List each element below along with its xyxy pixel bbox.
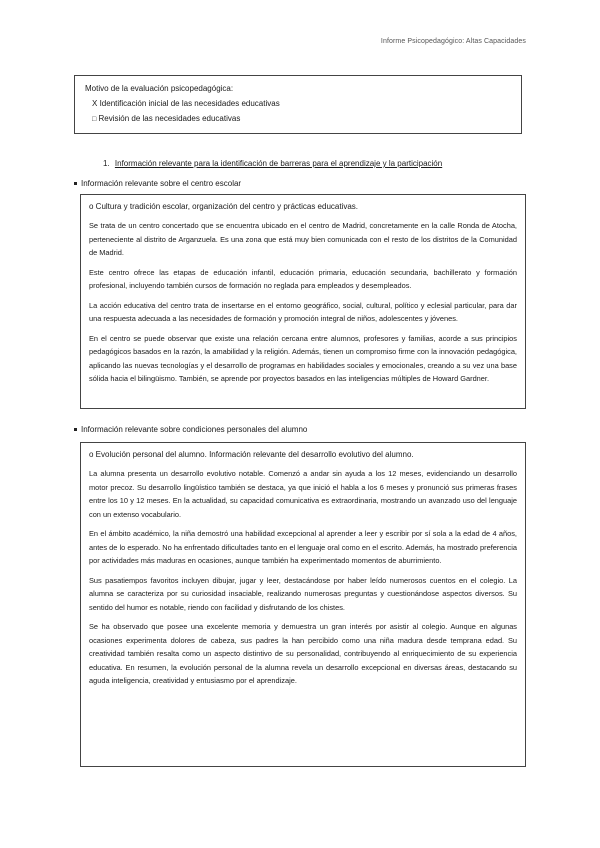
checkbox-empty-icon[interactable]: □	[92, 116, 97, 123]
centro-box-title: o Cultura y tradición escolar, organización del centro y prácticas educativas.	[89, 202, 359, 211]
bullet-icon	[74, 182, 77, 185]
alumno-heading	[74, 425, 307, 434]
alumno-paragraph: La alumna presenta un desarrollo evolutivo notable. Comenzó a andar sin ayuda a los 12 meses, evidenciando un desarrollo motor precoz. Su desarrollo lingüístico también se destaca, ya que inició el habla a los 6 meses y pronunció sus primeras frases entre los 10 y 12 meses. En la actualidad, su capacidad comunicativa es extraordinaria, mostrando un avanzado uso del lenguaje con un extenso vocabulario.	[89, 469, 517, 519]
centro-paragraph: En el centro se puede observar que existe una relación cercana entre alumnos, profesores y familias, acorde a sus principios pedagógicos basados en la razón, la amabilidad y la religión. Además, tienen un compromiso firme con la innovación pedagógica, aplicando las nuevas tecnologías y el desarrollo de programas en habilidades sociales y emocionales, creando a su vez una base sólida hacia el bilingüismo. También, se aprende por proyectos basados en las inteligencias múltiples de Howard Gardner.	[89, 333, 517, 383]
page-header: Informe Psicopedagógico: Altas Capacidades	[380, 38, 526, 45]
alumno-paragraph: Se ha observado que posee una excelente memoria y demuestra un gran interés por asistir al colegio. Aunque en algunas ocasiones experimenta dolores de cabeza, sus padres la han percibido como una niña madura desde temprana edad. Su creatividad también resalta como un aspecto distintivo de su personalidad, contribuyendo al enriquecimiento de su experiencia educativa. En resumen, la evolución personal de la alumna revela un desarrollo excepcional en diversas áreas, destacando su aguda inteligencia, creatividad y entusiasmo por el aprendizaje.	[89, 622, 517, 685]
motivo-box	[74, 75, 522, 134]
motivo-option-revision[interactable]	[85, 111, 511, 127]
checkbox-checked-icon[interactable]: X	[92, 99, 98, 108]
motivo-option-identificacion[interactable]	[85, 96, 511, 111]
centro-paragraph: Se trata de un centro concertado que se encuentra ubicado en el centro de Madrid, concretamente en la calle Ronda de Atocha, perteneciente al distrito de Arganzuela. Es una zona que está muy bien comunicada con el resto de los distritos de la Comunidad de Madrid.	[89, 221, 517, 257]
centro-heading	[74, 179, 241, 188]
centro-heading-text: Información relevante sobre el centro escolar	[81, 179, 242, 188]
alumno-paragraph: Sus pasatiempos favoritos incluyen dibujar, jugar y leer, destacándose por haber leído numerosos cuentos en el colegio. La alumna se caracteriza por su curiosidad insaciable, realizando numerosas preguntas y cuestionándose aspectos diversos. Su sentido del humor es notable, riendo con facilidad y disfrutando de los chistes.	[89, 575, 517, 612]
centro-paragraph: Este centro ofrece las etapas de educación infantil, educación primaria, educación secundaria, bachillerato y formación profesional, incluyendo también cursos de formación no reglada para empleados y desempleados.	[89, 267, 517, 290]
bullet-icon	[74, 428, 77, 431]
alumno-box-title: o Evolución personal del alumno. Información relevante del desarrollo evolutivo del alumno.	[89, 450, 414, 459]
option-label: Revisión de las necesidades educativas	[98, 114, 241, 123]
option-label: Identificación inicial de las necesidades educativas	[99, 99, 280, 108]
section-title-text: Información relevante para la identificación de barreras para el aprendizaje y la participación	[114, 159, 443, 168]
alumno-heading-text: Información relevante sobre condiciones personales del alumno	[81, 425, 308, 434]
section-number: 1.	[103, 159, 110, 168]
centro-box	[80, 194, 526, 409]
motivo-label: Motivo de la evaluación psicopedagógica:	[85, 84, 234, 93]
alumno-paragraph: En el ámbito académico, la niña demostró una habilidad excepcional al aprender a leer y escribir por sí sola a la edad de 4 años, antes de lo esperado. No ha enfrentado dificultades tanto en el lenguaje oral como en el escrito. Además, ha mostrado preferencia por actividades más maduras en ocasiones, aunque también ha experimentado momentos de aburrimiento.	[89, 529, 517, 565]
centro-paragraph: La acción educativa del centro trata de insertarse en el entorno geográfico, social, cultural, político y eclesial particular, para dar una respuesta adecuada a las necesidades de formación y promoción integral de niños, adolescentes y jóvenes.	[89, 300, 517, 323]
section-title	[103, 159, 523, 168]
alumno-box	[80, 442, 526, 767]
